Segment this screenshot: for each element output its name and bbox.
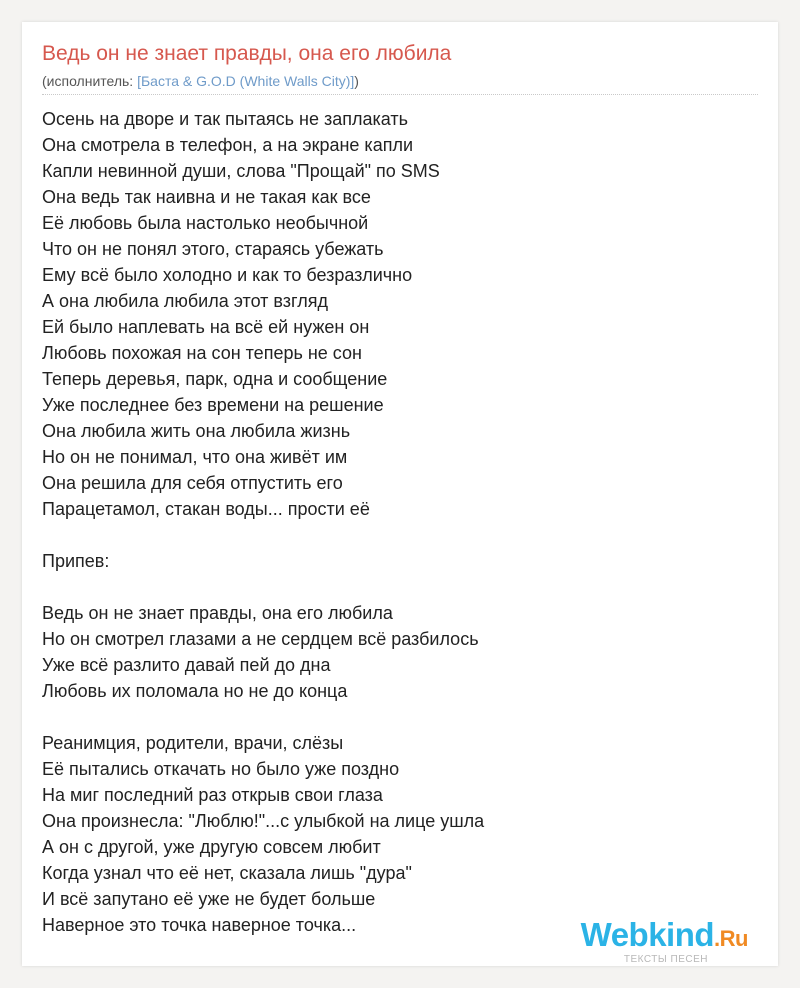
lyrics-line: Она произнесла: "Люблю!"...с улыбкой на лице ушла xyxy=(42,811,485,831)
lyrics-blank-line xyxy=(42,704,484,730)
artist-suffix: ) xyxy=(354,73,359,89)
artist-prefix: (исполнитель: xyxy=(42,73,138,89)
lyrics-line: Любовь похожая на сон теперь не сон xyxy=(42,343,362,363)
lyrics-line: Она ведь так наивна и не такая как все xyxy=(42,187,371,207)
artist-link[interactable]: [Баста & G.O.D (White Walls City)] xyxy=(137,73,355,89)
logo-name: Webkind xyxy=(580,916,715,953)
webkind-logo[interactable] xyxy=(581,917,748,965)
lyrics-line: Припев: xyxy=(42,551,110,571)
lyrics-line: Её пытались откачать но было уже поздно xyxy=(42,759,400,779)
lyrics-line: Она смотрела в телефон, а на экране капли xyxy=(42,135,414,155)
lyrics-line: На миг последний раз открыв свои глаза xyxy=(42,785,383,805)
lyrics-line: Уже всё разлито давай пей до дна xyxy=(42,655,331,675)
lyrics-line: Ему всё было холодно и как то безразлично xyxy=(42,265,413,285)
lyrics-line: Ведь он не знает правды, она его любила xyxy=(42,603,393,623)
lyrics-line: Её любовь была настолько необычной xyxy=(42,213,369,233)
lyrics-line: Уже последнее без времени на решение xyxy=(42,395,384,415)
lyrics-line: Капли невинной души, слова "Прощай" по SMS xyxy=(42,161,440,181)
lyrics-line: А он с другой, уже другую совсем любит xyxy=(42,837,381,857)
lyrics-card xyxy=(22,22,778,966)
lyrics-line: Наверное это точка наверное точка... xyxy=(42,915,357,935)
lyrics-line: Но он не понимал, что она живёт им xyxy=(42,447,348,467)
lyrics-line: Она любила жить она любила жизнь xyxy=(42,421,351,441)
lyrics-blank-line xyxy=(42,522,484,548)
lyrics-line: Реанимция, родители, врачи, слёзы xyxy=(42,733,344,753)
lyrics-line: Что он не понял этого, стараясь убежать xyxy=(42,239,384,259)
logo-tagline: ТЕКСТЫ ПЕСЕН xyxy=(623,954,708,965)
lyrics-line: Когда узнал что её нет, сказала лишь "дура" xyxy=(42,863,412,883)
lyrics-body xyxy=(42,106,484,938)
lyrics-blank-line xyxy=(42,574,484,600)
divider xyxy=(42,94,758,95)
lyrics-line: Любовь их поломала но не до конца xyxy=(42,681,348,701)
lyrics-line: А она любила любила этот взгляд xyxy=(42,291,328,311)
lyrics-line: Парацетамол, стакан воды... прости её xyxy=(42,499,370,519)
lyrics-line: И всё запутано её уже не будет больше xyxy=(42,889,376,909)
logo-tld: .Ru xyxy=(714,926,748,951)
lyrics-line: Теперь деревья, парк, одна и сообщение xyxy=(42,369,388,389)
artist-line xyxy=(42,73,359,89)
lyrics-line: Осень на дворе и так пытаясь не заплакать xyxy=(42,109,409,129)
song-title: Ведь он не знает правды, она его любила xyxy=(42,42,452,65)
lyrics-line: Она решила для себя отпустить его xyxy=(42,473,343,493)
lyrics-line: Но он смотрел глазами а не сердцем всё разбилось xyxy=(42,629,479,649)
lyrics-line: Ей было наплевать на всё ей нужен он xyxy=(42,317,370,337)
